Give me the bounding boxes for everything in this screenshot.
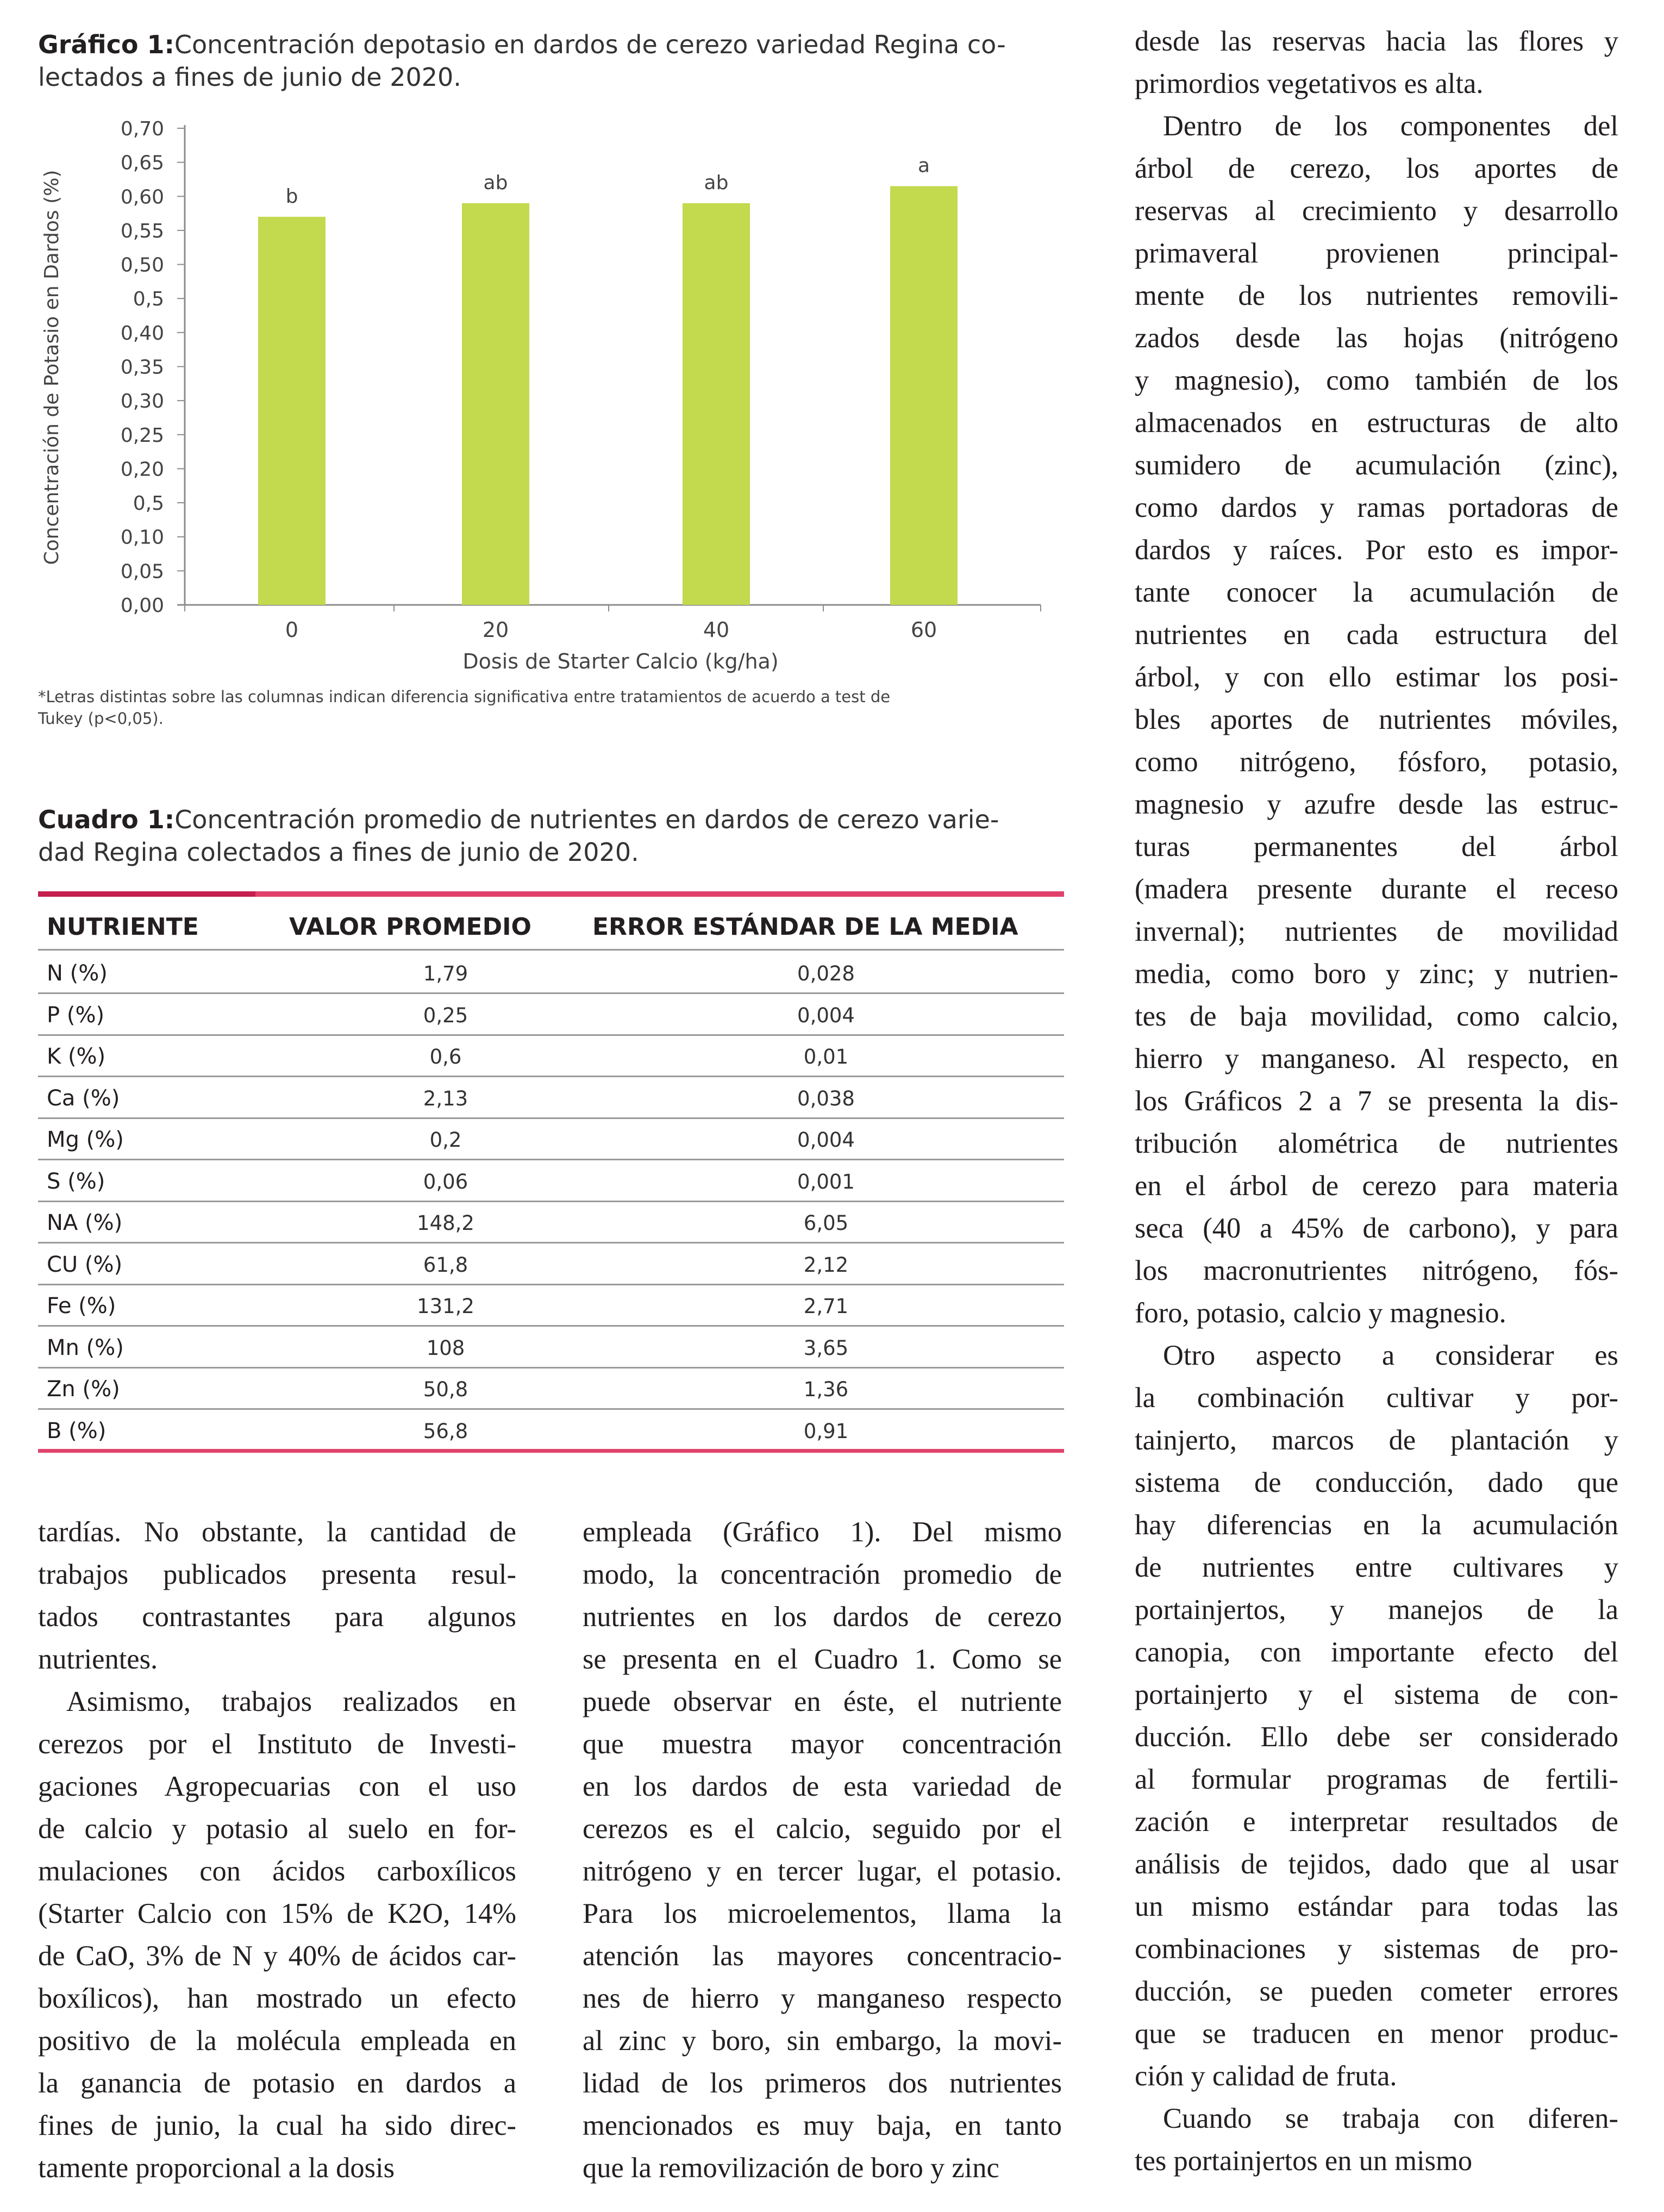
chart-caption-line1: Concentración depotasio en dardos de cerezo variedad Regina co- — [174, 30, 1006, 59]
bar — [890, 186, 958, 605]
cell-nutriente: Mg (%) — [47, 1127, 124, 1152]
table-row — [38, 1242, 1064, 1285]
text-line: la ganancia de potasio en dardos a — [38, 2067, 516, 2099]
cell-valor-promedio: 0,25 — [423, 1003, 468, 1027]
text-line: nutrientes en los dardos de cerezo — [583, 1601, 1062, 1633]
y-tick-label: 0,60 — [120, 186, 164, 209]
y-tick-label: 0,05 — [120, 560, 164, 583]
cell-valor-promedio: 0,6 — [429, 1045, 462, 1068]
text-line: reservas al crecimiento y desarrollo — [1135, 195, 1618, 227]
text-line: que la removilización de boro y zinc — [583, 2152, 999, 2184]
text-line: tados contrastantes para algunos — [38, 1601, 516, 1633]
cell-nutriente: B (%) — [47, 1418, 107, 1444]
cell-error-estandar: 2,12 — [803, 1253, 849, 1277]
cell-valor-promedio: 148,2 — [417, 1211, 474, 1235]
text-line: sumidero de acumulación (zinc), — [1135, 449, 1618, 481]
text-line: que se traducen en menor produc- — [1135, 2018, 1618, 2049]
cell-error-estandar: 3,65 — [803, 1336, 849, 1360]
text-line: canopia, con importante efecto del — [1135, 1636, 1618, 1668]
text-line: zación e interpretar resultados de — [1135, 1806, 1618, 1838]
table-row — [38, 951, 1064, 994]
cell-valor-promedio: 0,06 — [423, 1170, 468, 1194]
cell-valor-promedio: 2,13 — [423, 1086, 468, 1110]
text-line: los macronutrientes nitrógeno, fós- — [1135, 1255, 1618, 1286]
text-column-3 — [1135, 20, 1618, 2182]
y-tick-label: 0,55 — [120, 220, 164, 242]
text-line: dardos y raíces. Por esto es impor- — [1135, 534, 1618, 566]
cell-nutriente: Mn (%) — [47, 1335, 124, 1360]
y-tick-label: 0,40 — [120, 322, 164, 345]
text-line: (madera presente durante el receso — [1135, 873, 1618, 905]
cell-nutriente: Ca (%) — [47, 1085, 120, 1111]
bar — [462, 203, 529, 605]
table-row — [38, 1159, 1064, 1202]
x-tick-label: 0 — [285, 618, 299, 642]
text-line: nutrientes en cada estructura del — [1135, 619, 1618, 651]
text-line: atención las mayores concentracio- — [583, 1940, 1062, 1972]
text-line: nitrógeno y en tercer lugar, el potasio. — [583, 1855, 1062, 1887]
text-line: media, como boro y zinc; y nutrien- — [1135, 958, 1618, 990]
text-line: nes de hierro y manganeso respecto — [583, 1983, 1062, 2014]
table-bottom-rule — [38, 1449, 1064, 1453]
y-tick-label: 0,5 — [133, 492, 164, 515]
cell-error-estandar: 0,01 — [803, 1045, 849, 1068]
text-line: se presenta en el Cuadro 1. Como se — [583, 1644, 1062, 1675]
text-line: mente de los nutrientes removili- — [1135, 280, 1618, 311]
text-line: turas permanentes del árbol — [1135, 831, 1618, 863]
text-line: tribución alométrica de nutrientes — [1135, 1128, 1618, 1159]
y-axis-label: Concentración de Potasio en Dardos (%) — [41, 170, 63, 565]
table-caption-line1: Concentración promedio de nutrientes en dardos de cerezo varie- — [174, 805, 999, 834]
chart-caption — [38, 28, 1071, 93]
table-caption-label: Cuadro 1: — [38, 805, 175, 834]
text-line: árbol, y con ello estimar los posi- — [1135, 661, 1618, 693]
text-line: un mismo estándar para todas las — [1135, 1891, 1618, 1922]
table-header-row — [38, 899, 1064, 951]
text-line: empleada (Gráfico 1). Del mismo — [583, 1516, 1062, 1548]
text-line: hierro y manganeso. Al respecto, en — [1135, 1043, 1618, 1074]
cell-nutriente: CU (%) — [47, 1252, 123, 1277]
cell-nutriente: S (%) — [47, 1169, 105, 1194]
cell-error-estandar: 0,004 — [797, 1128, 855, 1152]
y-tick-label: 0,00 — [120, 595, 164, 617]
text-line: como dardos y ramas portadoras de — [1135, 492, 1618, 523]
significance-letter: a — [917, 154, 930, 177]
text-line: los Gráficos 2 a 7 se presenta la dis- — [1135, 1085, 1618, 1117]
x-axis-label: Dosis de Starter Calcio (kg/ha) — [462, 649, 779, 673]
text-line: bles aportes de nutrientes móviles, — [1135, 704, 1618, 735]
text-line: almacenados en estructuras de alto — [1135, 407, 1618, 439]
chart-footnote-line2: Tukey (p<0,05). — [38, 709, 164, 728]
table-row — [38, 1117, 1064, 1160]
text-line: Dentro de los componentes del — [1163, 110, 1618, 142]
y-tick-label: 0,10 — [120, 526, 164, 549]
text-line: tes portainjertos en un mismo — [1135, 2145, 1473, 2177]
cell-nutriente: K (%) — [47, 1044, 106, 1069]
text-line: primaveral provienen principal- — [1135, 238, 1618, 269]
text-line: tainjerto, marcos de plantación y — [1135, 1424, 1618, 1456]
cell-error-estandar: 2,71 — [803, 1295, 849, 1318]
cell-error-estandar: 0,91 — [803, 1419, 849, 1443]
text-line: tante conocer la acumulación de — [1135, 577, 1618, 608]
text-line: (Starter Calcio con 15% de K2O, 14% — [38, 1898, 516, 1929]
bar — [683, 203, 750, 605]
text-line: positivo de la molécula empleada en — [38, 2025, 516, 2057]
text-line: sistema de conducción, dado que — [1135, 1467, 1618, 1498]
cell-nutriente: Fe (%) — [47, 1294, 116, 1319]
text-column-1 — [38, 1511, 516, 2189]
bar — [258, 217, 326, 605]
text-line: al zinc y boro, sin embargo, la movi- — [583, 2025, 1062, 2057]
text-line: ducción. Ello debe ser considerado — [1135, 1721, 1618, 1753]
text-line: puede observar en éste, el nutriente — [583, 1686, 1062, 1717]
text-line: foro, potasio, calcio y magnesio. — [1135, 1297, 1506, 1329]
text-line: al formular programas de fertili- — [1135, 1764, 1618, 1795]
x-tick-label: 60 — [910, 618, 937, 642]
text-line: primordios vegetativos es alta. — [1135, 68, 1484, 99]
table-row — [38, 1034, 1064, 1077]
table-row — [38, 1284, 1064, 1327]
cell-valor-promedio: 0,2 — [429, 1128, 462, 1152]
text-line: que muestra mayor concentración — [583, 1728, 1062, 1760]
table-caption — [38, 803, 1071, 868]
text-line: hay diferencias en la acumulación — [1135, 1509, 1618, 1541]
text-line: ción y calidad de fruta. — [1135, 2060, 1397, 2092]
text-line: tamente proporcional a la dosis — [38, 2152, 395, 2184]
cell-valor-promedio: 131,2 — [417, 1295, 474, 1318]
text-line: zados desde las hojas (nitrógeno — [1135, 322, 1618, 354]
text-line: fines de junio, la cual ha sido direc- — [38, 2110, 516, 2141]
y-tick-label: 0,65 — [120, 152, 164, 174]
text-column-2 — [583, 1511, 1062, 2189]
text-line: lidad de los primeros dos nutrientes — [583, 2067, 1062, 2099]
text-line: boxílicos), han mostrado un efecto — [38, 1983, 516, 2014]
text-line: de calcio y potasio al suelo en for- — [38, 1813, 516, 1845]
x-tick-label: 40 — [703, 618, 730, 642]
text-line: tes de baja movilidad, como calcio, — [1135, 1001, 1618, 1032]
text-line: análisis de tejidos, dado que al usar — [1135, 1848, 1618, 1880]
text-line: en los dardos de esta variedad de — [583, 1771, 1062, 1802]
bar-chart — [0, 109, 1087, 685]
chart-footnote — [38, 686, 1016, 729]
text-line: ducción, se pueden cometer errores — [1135, 1976, 1618, 2007]
text-line: cerezos por el Instituto de Investi- — [38, 1728, 516, 1760]
text-line: árbol de cerezo, los aportes de — [1135, 153, 1618, 184]
table-row — [38, 1076, 1064, 1119]
chart-caption-label: Gráfico 1: — [38, 30, 174, 59]
cell-nutriente: Zn (%) — [47, 1377, 120, 1402]
table-header-nutriente: NUTRIENTE — [47, 913, 199, 941]
y-tick-label: 0,35 — [120, 356, 164, 379]
text-line: de CaO, 3% de N y 40% de ácidos car- — [38, 1940, 516, 1972]
significance-letter: b — [285, 185, 298, 208]
cell-nutriente: N (%) — [47, 961, 108, 986]
chart-footnote-line1: *Letras distintas sobre las columnas indican diferencia significativa entre tratamientos de acuerdo a test de — [38, 688, 891, 706]
table-row — [38, 1201, 1064, 1244]
cell-valor-promedio: 1,79 — [423, 962, 468, 985]
text-line: Asimismo, trabajos realizados en — [66, 1686, 516, 1717]
cell-error-estandar: 0,004 — [797, 1003, 855, 1027]
text-line: magnesio y azufre desde las estruc- — [1135, 789, 1618, 820]
table-caption-line2: dad Regina colectados a fines de junio de 2020. — [38, 838, 639, 867]
y-tick-label: 0,30 — [120, 390, 164, 413]
text-line: cerezos es el calcio, seguido por el — [583, 1813, 1062, 1845]
text-line: Cuando se trabaja con diferen- — [1163, 2103, 1618, 2134]
cell-error-estandar: 6,05 — [803, 1211, 849, 1235]
table-row — [38, 1326, 1064, 1369]
text-line: en el árbol de cerezo para materia — [1135, 1170, 1618, 1202]
text-line: invernal); nutrientes de movilidad — [1135, 916, 1618, 947]
x-tick-label: 20 — [482, 618, 509, 642]
chart-caption-line2: lectados a fines de junio de 2020. — [38, 63, 461, 92]
text-line: trabajos publicados presenta resul- — [38, 1559, 516, 1590]
text-line: modo, la concentración promedio de — [583, 1559, 1062, 1590]
text-line: y magnesio), como también de los — [1135, 365, 1618, 396]
table-row — [38, 1367, 1064, 1410]
text-line: tardías. No obstante, la cantidad de — [38, 1516, 516, 1548]
text-line: como nitrógeno, fósforo, potasio, — [1135, 746, 1618, 778]
y-tick-label: 0,50 — [120, 254, 164, 277]
cell-error-estandar: 1,36 — [803, 1378, 849, 1401]
table-row — [38, 1409, 1064, 1450]
text-line: Otro aspecto a considerar es — [1163, 1340, 1618, 1371]
cell-valor-promedio: 50,8 — [423, 1378, 468, 1401]
significance-letter: ab — [483, 171, 508, 194]
text-line: mencionados es muy baja, en tanto — [583, 2110, 1062, 2141]
cell-valor-promedio: 61,8 — [423, 1253, 468, 1277]
table-row — [38, 993, 1064, 1036]
cell-error-estandar: 0,038 — [797, 1086, 855, 1110]
text-line: portainjertos, y manejos de la — [1135, 1594, 1618, 1626]
y-tick-label: 0,5 — [133, 288, 164, 311]
text-line: de nutrientes entre cultivares y — [1135, 1552, 1618, 1583]
text-line: mulaciones con ácidos carboxílicos — [38, 1855, 516, 1887]
text-line: desde las reservas hacia las flores y — [1135, 26, 1618, 57]
cell-nutriente: NA (%) — [47, 1210, 123, 1235]
table-top-rule-accent — [38, 891, 255, 897]
text-line: la combinación cultivar y por- — [1135, 1382, 1618, 1414]
text-line: portainjerto y el sistema de con- — [1135, 1679, 1618, 1710]
text-line: gaciones Agropecuarias con el uso — [38, 1771, 516, 1802]
cell-error-estandar: 0,001 — [797, 1170, 855, 1194]
y-tick-label: 0,70 — [120, 118, 164, 140]
cell-error-estandar: 0,028 — [797, 962, 855, 985]
significance-letter: ab — [704, 171, 729, 194]
cell-valor-promedio: 108 — [426, 1336, 465, 1360]
text-line: seca (40 a 45% de carbono), y para — [1135, 1213, 1618, 1244]
y-tick-label: 0,20 — [120, 458, 164, 481]
cell-nutriente: P (%) — [47, 1002, 105, 1028]
text-line: combinaciones y sistemas de pro- — [1135, 1933, 1618, 1965]
text-line: Para los microelementos, llama la — [583, 1898, 1062, 1929]
table-header-error: ERROR ESTÁNDAR DE LA MEDIA — [592, 913, 1018, 941]
table-header-valor: VALOR PROMEDIO — [289, 913, 531, 941]
text-line: nutrientes. — [38, 1644, 158, 1675]
cell-valor-promedio: 56,8 — [423, 1419, 468, 1443]
y-tick-label: 0,25 — [120, 424, 164, 447]
